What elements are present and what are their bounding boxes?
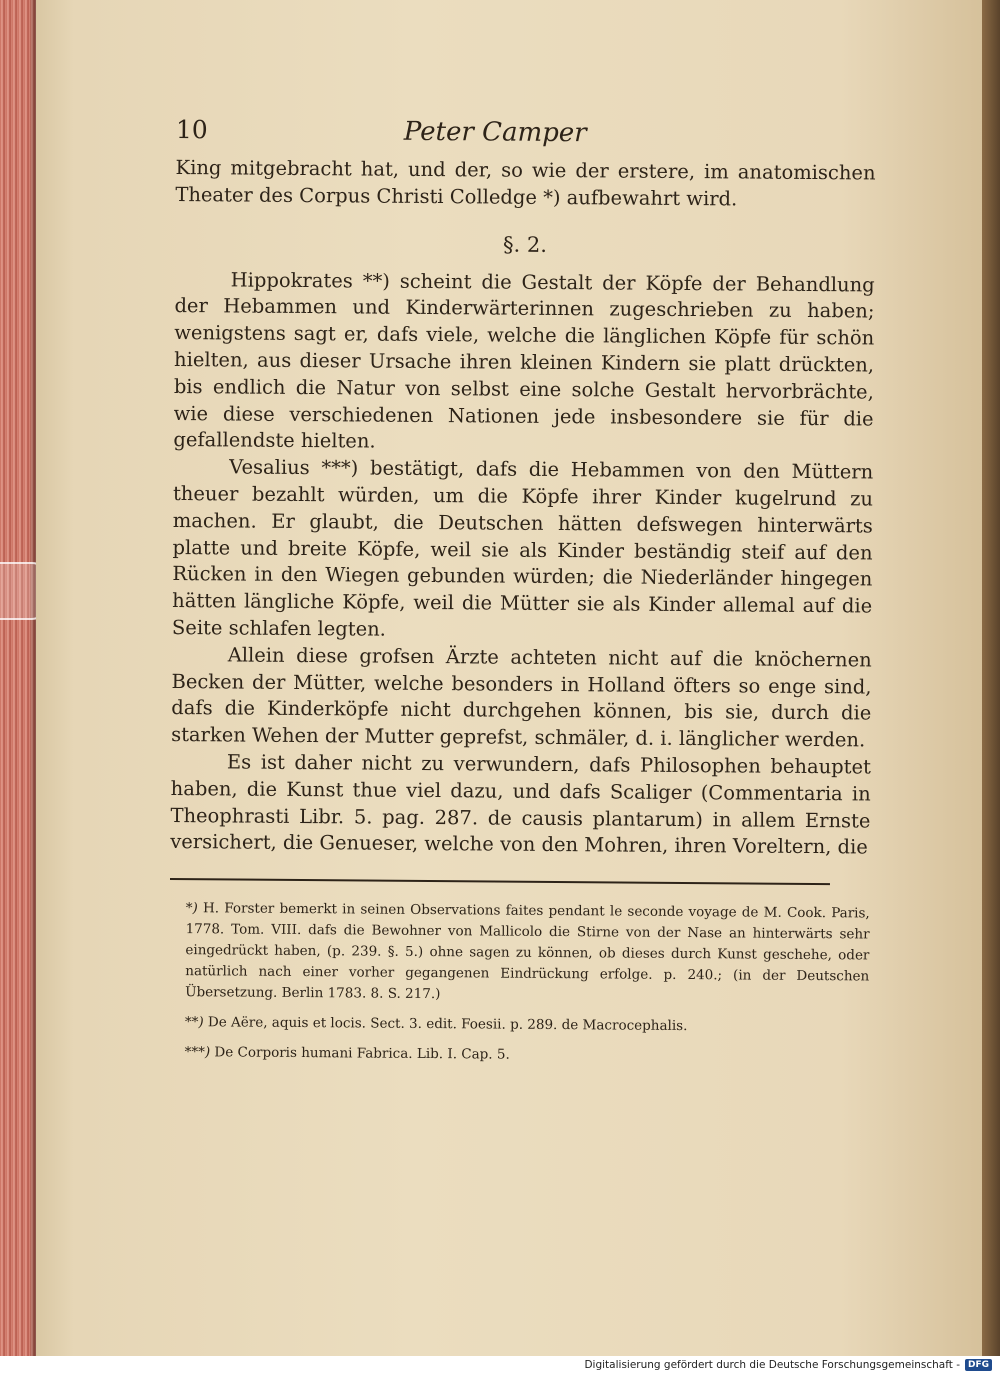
running-head [176, 115, 876, 160]
footnote-rule [170, 878, 830, 885]
paragraph-allein: Allein diese grofsen Ärzte achteten nicht auf die knöchernen Becken der Mütter, welche besonders in Holland öfters so enge sind, dafs die Kinderköpfe nicht durchgehen können, bis sie, durch die starken Wehen der Mutter geprefst, schmäler, d. i. länglicher werden. [171, 643, 872, 752]
page-stack-edge [0, 0, 36, 1356]
funding-banner [0, 1356, 1000, 1374]
footnote-3 [169, 1042, 869, 1068]
page-content [168, 115, 875, 1078]
dfg-logo-icon: DFG [965, 1359, 992, 1371]
paragraph-continued: King mitgebracht hat, und der, so wie der erstere, im anatomischen Theater des Corpus Christi Colledge *) aufbewahrt wird. [175, 155, 876, 211]
footnote-mark: **) [184, 1014, 204, 1031]
body-text [170, 155, 875, 862]
paragraph-es-ist: Es ist daher nicht zu verwundern, dafs Philosophen behauptet haben, die Kunst thue viel dazu, und dafs Scaliger (Commentaria in Theophrasti Libr. 5. pag. 287. de causis plantarum) in allem Ernste versichert, die Genueser, welche von den Mohren, ihren Voreltern, die [170, 750, 871, 859]
paragraph-vesalius: Vesalius ***) bestätigt, dafs die Hebammen von den Müttern theuer bezahlt würden, um die Köpfe ihrer Kinder kugelrund zu machen. Er glaubt, die Deutschen hätten defswegen hinterwärts platte und breite Köpfe, weil sie als Kinder beständig steif auf den Rücken in den Wiegen gebunden würden; die Niederländer hingegen hätten längliche Köpfe, weil die Mütter sie als Kinder allemal auf die Seite schlafen legten. [171, 455, 874, 641]
page-number: 10 [175, 115, 208, 145]
section-heading: §. 2. [502, 232, 548, 257]
footnote-mark: *) [185, 900, 198, 917]
footnote-text: H. Forster bemerkt in seinen Observations faites pendant le seconde voyage de M. Cook. Paris, 1778. Tom. VIII. dafs die Bewohner von Mallicolo die Stirne von der Nase an hinterwärts sehr eingedrückt haben, (p. 239. §. 5.) ohne sagen zu können, ob dieses durch Kunst geschehe, oder natürlich nach einer vorher gegangenen Eindrückung erfolge. p. 240.; (in der Deutschen Übersetzung. Berlin 1783. 8. S. 217.) [185, 900, 870, 1003]
funding-text: Digitalisierung gefördert durch die Deutsche Forschungsgemeinschaft - [584, 1359, 960, 1371]
book-cover-edge [982, 0, 1000, 1356]
footnote-text: De Aëre, aquis et locis. Sect. 3. edit. Foesii. p. 289. de Macrocephalis. [207, 1014, 688, 1035]
footnote-1 [169, 898, 870, 1008]
footnotes [169, 898, 870, 1068]
footnote-2 [169, 1012, 869, 1038]
paragraph-hippokrates: Hippokrates **) scheint die Gestalt der Köpfe der Behandlung der Hebammen und Kinderwärterinnen zugeschrieben zu haben; wenigstens sagt er, dafs viele, welche die länglichen Köpfe für schön hielten, aus dieser Ursache ihren kleinen Kindern sie platt drückten, bis endlich die Natur von selbst eine solche Gestalt hervorbrächte, wie diese verschiedenen Nationen jede insbesondere sie für die gefallendste hielten. [173, 268, 875, 453]
running-title: Peter Camper [403, 116, 587, 149]
footnote-text: De Corporis humani Fabrica. Lib. I. Cap. 5. [214, 1044, 510, 1063]
footnote-mark: ***) [184, 1044, 211, 1061]
